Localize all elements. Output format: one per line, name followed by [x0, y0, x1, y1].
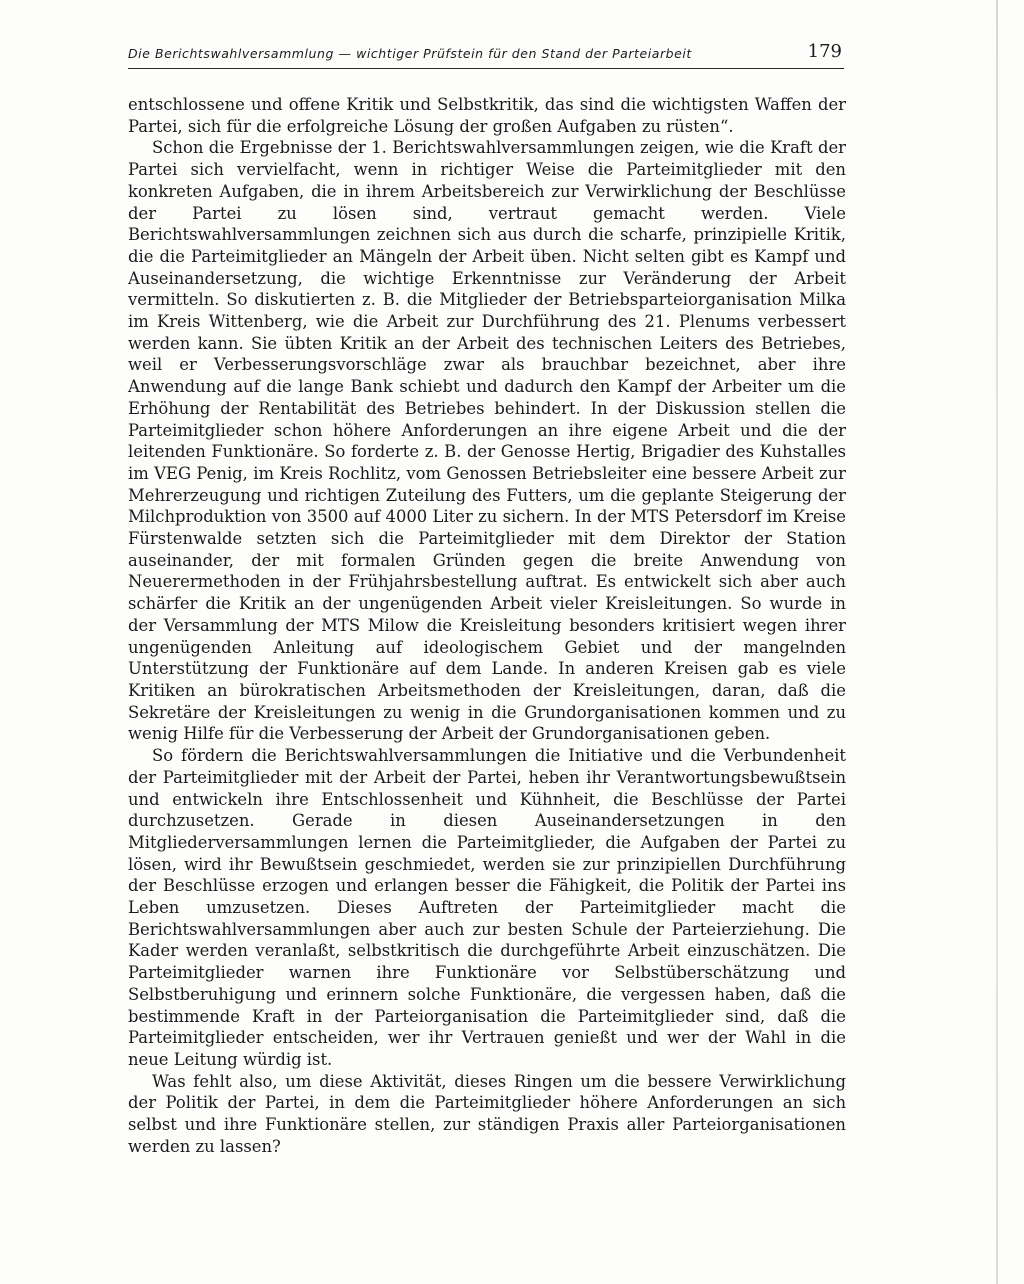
paragraph: Schon die Ergebnisse der 1. Berichtswahlversammlungen zeigen, wie die Kraft der Partei sich vervielfacht, wenn in richtiger Weise die Parteimitglieder mit den konkreten Aufgaben, die in ihrem Arbeitsbereich zur Verwirklichung der Beschlüsse der Partei zu lösen sind, vertraut gemacht werden. Viele Berichtswahlversammlungen zeichnen sich aus durch die scharfe, prinzipielle Kritik, die die Parteimitglieder an Mängeln der Arbeit üben. Nicht selten gibt es Kampf und Auseinandersetzung, die wichtige Erkenntnisse zur Veränderung der Arbeit vermitteln. So diskutierten z. B. die Mitglieder der Betriebsparteiorganisation Milka im Kreis Wittenberg, wie die Arbeit zur Durchführung des 21. Plenums verbessert werden kann. Sie übten Kritik an der Arbeit des technischen Leiters des Betriebes, weil er Verbesserungsvorschläge zwar als brauchbar bezeichnet, aber ihre Anwendung auf die lange Bank schiebt und dadurch den Kampf der Arbeiter um die Erhöhung der Rentabilität des Betriebes behindert. In der Diskussion stellen die Parteimitglieder schon höhere Anforderungen an ihre eigene Arbeit und die der leitenden Funktionäre. So forderte z. B. der Genosse Hertig, Brigadier des Kuhstalles im VEG Penig, im Kreis Rochlitz, vom Genossen Betriebsleiter eine bessere Arbeit zur Mehrerzeugung und richtigen Zuteilung des Futters, um die geplante Steigerung der Milchproduktion von 3500 auf 4000 Liter zu sichern. In der MTS Petersdorf im Kreise Fürstenwalde setzten sich die Parteimitglieder mit dem Direktor der Station auseinander, der mit formalen Gründen gegen die breite Anwendung von Neuerermethoden in der Frühjahrsbestellung auftrat. Es entwickelt sich aber auch schärfer die Kritik an der ungenügenden Arbeit vieler Kreisleitungen. So wurde in der Versammlung der MTS Milow die Kreisleitung besonders kritisiert wegen ihrer ungenügenden Anleitung auf ideologischem Gebiet und der mangelnden Unterstützung der Funktionäre auf dem Lande. In anderen Kreisen gab es viele Kritiken an bürokratischen Arbeitsmethoden der Kreisleitungen, daran, daß die Sekretäre der Kreisleitungen zu wenig in die Grundorganisationen kommen und zu wenig Hilfe für die Verbesserung der Arbeit der Grundorganisationen geben.: [128, 138, 846, 744]
page-edge-shadow: [996, 0, 998, 1284]
running-header: [128, 38, 844, 69]
body-text: [128, 94, 846, 1157]
paragraph: Was fehlt also, um diese Aktivität, dieses Ringen um die bessere Verwirklichung der Politik der Partei, in dem die Parteimitglieder höhere Anforderungen an sich selbst und ihre Funktionäre stellen, zur ständigen Praxis aller Parteiorganisationen werden zu lassen?: [128, 1071, 846, 1156]
paragraph: So fördern die Berichtswahlversammlungen die Initiative und die Verbundenheit der Parteimitglieder mit der Arbeit der Partei, heben ihr Verantwortungsbewußtsein und entwickeln ihre Entschlossenheit und Kühnheit, die Beschlüsse der Partei durchzusetzen. Gerade in diesen Auseinandersetzungen in den Mitgliederversammlungen lernen die Parteimitglieder, die Aufgaben der Partei zu lösen, wird ihr Bewußtsein geschmiedet, werden sie zur prinzipiellen Durchführung der Beschlüsse erzogen und erlangen besser die Fähigkeit, die Politik der Partei ins Leben umzusetzen. Dieses Auftreten der Parteimitglieder macht die Berichtswahlversammlungen aber auch zur besten Schule der Parteierziehung. Die Kader werden veranlaßt, selbstkritisch die durchgeführte Arbeit einzuschätzen. Die Parteimitglieder warnen ihre Funktionäre vor Selbstüberschätzung und Selbstberuhigung und erinnern solche Funktionäre, die vergessen haben, daß die bestimmende Kraft in der Parteiorganisation die Parteimitglieder sind, daß die Parteimitglieder entscheiden, wer ihr Vertrauen genießt und wer der Wahl in die neue Leitung würdig ist.: [128, 746, 846, 1069]
page-number: 179: [807, 41, 842, 62]
running-title: Die Berichtswahlversammlung — wichtiger Prüfstein für den Stand der Parteiarbeit: [128, 46, 692, 61]
paragraph-continuation: entschlossene und offene Kritik und Selbstkritik, das sind die wichtigsten Waffen der Partei, sich für die erfolgreiche Lösung der großen Aufgaben zu rüsten“.: [128, 95, 846, 136]
